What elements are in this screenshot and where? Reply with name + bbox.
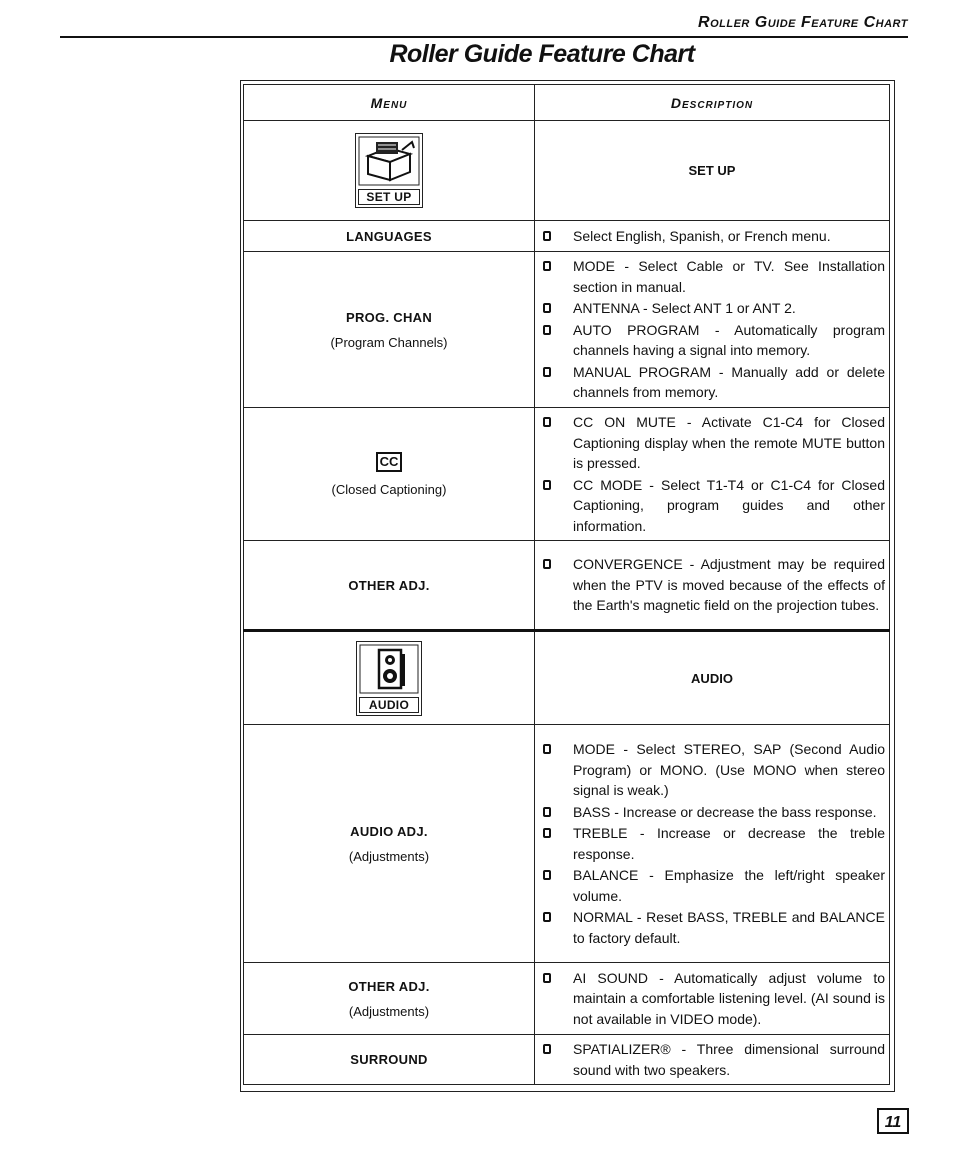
table-row xyxy=(244,408,890,541)
table-row xyxy=(244,1035,890,1085)
checkbox-bullet-icon xyxy=(543,912,551,922)
audio-icon-label: AUDIO xyxy=(359,697,419,713)
list-item: MODE - Select STEREO, SAP (Second Audio Program) or MONO. (Use MONO when stereo signal is weak.) xyxy=(541,739,885,801)
table-row xyxy=(244,963,890,1035)
prog-chan-label: PROG. CHAN xyxy=(345,309,433,325)
table-row xyxy=(244,541,890,631)
checkbox-bullet-icon xyxy=(543,417,551,427)
list-item: Select English, Spanish, or French menu. xyxy=(541,226,885,247)
setup-icon-cell xyxy=(244,121,535,221)
audio-adj-sublabel: (Adjustments) xyxy=(348,848,430,864)
list-item: NORMAL - Reset BASS, TREBLE and BALANCE to factory default. xyxy=(541,907,885,948)
list-item: AUTO PROGRAM - Automatically program channels having a signal into memory. xyxy=(541,320,885,361)
page-title: Roller Guide Feature Chart xyxy=(389,40,695,68)
table-row xyxy=(244,221,890,252)
setup-icon-label: SET UP xyxy=(358,189,420,205)
list-item: ANTENNA - Select ANT 1 or ANT 2. xyxy=(541,298,885,319)
other-adj-audio-sublabel: (Adjustments) xyxy=(348,1003,430,1019)
running-header-title: Roller Guide Feature Chart xyxy=(698,14,908,31)
checkbox-bullet-icon xyxy=(543,1044,551,1054)
feature-chart-table xyxy=(243,84,890,1085)
speaker-icon xyxy=(359,644,419,694)
audio-adj-label: AUDIO ADJ. xyxy=(350,823,428,839)
checkbox-bullet-icon xyxy=(543,367,551,377)
checkbox-bullet-icon xyxy=(543,559,551,569)
checkbox-bullet-icon xyxy=(543,303,551,313)
checkbox-bullet-icon xyxy=(543,828,551,838)
running-header xyxy=(60,14,908,38)
setup-box-icon xyxy=(358,136,420,186)
table-row xyxy=(244,631,890,725)
table-header-row xyxy=(244,85,890,121)
checkbox-bullet-icon xyxy=(543,480,551,490)
checkbox-bullet-icon xyxy=(543,261,551,271)
checkbox-bullet-icon xyxy=(543,231,551,241)
other-adj-setup-label: OTHER ADJ. xyxy=(348,577,430,593)
list-item: CONVERGENCE - Adjustment may be required when the PTV is moved because of the effects of the Earth's magnetic field on the projection tubes. xyxy=(541,554,885,616)
surround-label: SURROUND xyxy=(350,1052,428,1067)
list-item: TREBLE - Increase or decrease the treble response. xyxy=(541,823,885,864)
list-item: CC MODE - Select T1-T4 or C1-C4 for Closed Captioning, program guides and other information. xyxy=(541,475,885,537)
checkbox-bullet-icon xyxy=(543,807,551,817)
list-item: AI SOUND - Automatically adjust volume to maintain a comfortable listening level. (AI sound is not available in VIDEO mode). xyxy=(541,968,885,1030)
column-header-menu: Menu xyxy=(244,85,535,121)
other-adj-audio-label: OTHER ADJ. xyxy=(348,978,430,994)
checkbox-bullet-icon xyxy=(543,973,551,983)
languages-label: LANGUAGES xyxy=(346,228,432,244)
checkbox-bullet-icon xyxy=(543,744,551,754)
column-header-description: Description xyxy=(535,85,890,121)
checkbox-bullet-icon xyxy=(543,870,551,880)
list-item: SPATIALIZER® - Three dimensional surround sound with two speakers. xyxy=(541,1039,885,1080)
cc-sublabel: (Closed Captioning) xyxy=(331,481,447,497)
audio-icon-cell xyxy=(244,631,535,725)
prog-chan-sublabel: (Program Channels) xyxy=(330,334,448,350)
table-row xyxy=(244,725,890,963)
page-number: 11 xyxy=(877,1108,909,1134)
checkbox-bullet-icon xyxy=(543,325,551,335)
table-row xyxy=(244,121,890,221)
list-item: MANUAL PROGRAM - Manually add or delete channels from memory. xyxy=(541,362,885,403)
setup-icon-frame xyxy=(355,133,423,208)
list-item: CC ON MUTE - Activate C1-C4 for Closed Captioning display when the remote MUTE button is pressed. xyxy=(541,412,885,474)
audio-icon-frame xyxy=(356,641,422,716)
table-row xyxy=(244,252,890,408)
list-item: BASS - Increase or decrease the bass response. xyxy=(541,802,885,823)
audio-description: AUDIO xyxy=(535,631,890,725)
cc-badge-icon: CC xyxy=(376,452,403,472)
setup-description: SET UP xyxy=(535,121,890,221)
list-item: BALANCE - Emphasize the left/right speaker volume. xyxy=(541,865,885,906)
list-item: MODE - Select Cable or TV. See Installation section in manual. xyxy=(541,256,885,297)
